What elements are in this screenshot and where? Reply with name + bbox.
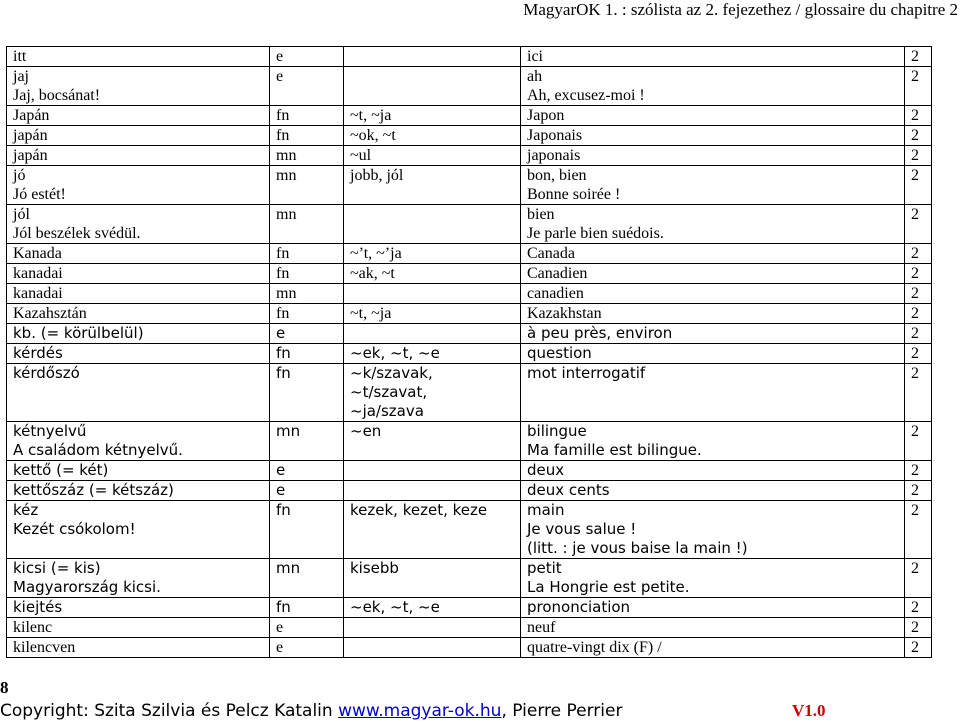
word-class: e [270, 638, 344, 658]
word-forms: kezek, kezet, keze [344, 501, 521, 559]
french-translation: bien Je parle bien suédois. [521, 205, 905, 244]
word-class: fn [270, 364, 344, 422]
word-class: mn [270, 284, 344, 304]
glossary-row [7, 67, 932, 106]
french-translation: Canadien [521, 264, 905, 284]
glossary-row [7, 244, 932, 264]
hungarian-word: jaj Jaj, bocsánat! [7, 67, 270, 106]
word-class: fn [270, 501, 344, 559]
french-translation: bon, bien Bonne soirée ! [521, 166, 905, 205]
hungarian-word: kilencven [7, 638, 270, 658]
word-class: mn [270, 166, 344, 205]
word-forms: ~ul [344, 146, 521, 166]
glossary-row [7, 618, 932, 638]
glossary-row [7, 264, 932, 284]
glossary-row [7, 126, 932, 146]
glossary-row [7, 481, 932, 501]
copyright-footer [0, 701, 622, 721]
lesson-number: 2 [905, 638, 932, 658]
hungarian-word: kérdés [7, 344, 270, 364]
lesson-number: 2 [905, 205, 932, 244]
word-class: e [270, 324, 344, 344]
lesson-number: 2 [905, 461, 932, 481]
word-class: e [270, 481, 344, 501]
word-forms [344, 47, 521, 67]
word-forms [344, 324, 521, 344]
hungarian-word: kéz Kezét csókolom! [7, 501, 270, 559]
glossary-row [7, 284, 932, 304]
hungarian-word: kettő (= két) [7, 461, 270, 481]
lesson-number: 2 [905, 304, 932, 324]
word-forms [344, 67, 521, 106]
word-forms: ~’t, ~’ja [344, 244, 521, 264]
glossary-row [7, 364, 932, 422]
glossary-row [7, 598, 932, 618]
glossary-row [7, 324, 932, 344]
word-class: e [270, 67, 344, 106]
french-translation: ici [521, 47, 905, 67]
word-forms: ~k/szavak, ~t/szavat, ~ja/szava [344, 364, 521, 422]
word-forms: ~ok, ~t [344, 126, 521, 146]
word-forms [344, 638, 521, 658]
hungarian-word: jól Jól beszélek svédül. [7, 205, 270, 244]
website-link[interactable]: www.magyar-ok.hu [338, 701, 502, 721]
word-forms [344, 461, 521, 481]
french-translation: japonais [521, 146, 905, 166]
word-class: fn [270, 244, 344, 264]
page-header-title: MagyarOK 1. : szólista az 2. fejezethez / glossaire du chapitre 2 [523, 0, 958, 19]
hungarian-word: kétnyelvű A családom kétnyelvű. [7, 422, 270, 461]
word-class: mn [270, 205, 344, 244]
lesson-number: 2 [905, 106, 932, 126]
hungarian-word: jó Jó estét! [7, 166, 270, 205]
glossary-row [7, 559, 932, 598]
french-translation: question [521, 344, 905, 364]
glossary-row [7, 344, 932, 364]
glossary-row [7, 422, 932, 461]
hungarian-word: japán [7, 146, 270, 166]
glossary-row [7, 638, 932, 658]
version-label: V1.0 [792, 701, 826, 720]
french-translation: Japon [521, 106, 905, 126]
french-translation: mot interrogatif [521, 364, 905, 422]
word-class: mn [270, 146, 344, 166]
lesson-number: 2 [905, 166, 932, 205]
word-forms: ~ek, ~t, ~e [344, 344, 521, 364]
lesson-number: 2 [905, 126, 932, 146]
french-translation: Canada [521, 244, 905, 264]
word-forms: ~en [344, 422, 521, 461]
french-translation: bilingue Ma famille est bilingue. [521, 422, 905, 461]
french-translation: prononciation [521, 598, 905, 618]
glossary-row [7, 501, 932, 559]
hungarian-word: kettőszáz (= kétszáz) [7, 481, 270, 501]
lesson-number: 2 [905, 618, 932, 638]
lesson-number: 2 [905, 344, 932, 364]
word-class: e [270, 618, 344, 638]
lesson-number: 2 [905, 264, 932, 284]
glossary-row [7, 166, 932, 205]
word-class: fn [270, 598, 344, 618]
french-translation: neuf [521, 618, 905, 638]
glossary-row [7, 205, 932, 244]
word-forms: ~ak, ~t [344, 264, 521, 284]
french-translation: à peu près, environ [521, 324, 905, 344]
word-class: fn [270, 106, 344, 126]
hungarian-word: kanadai [7, 264, 270, 284]
glossary-row [7, 304, 932, 324]
glossary-table [6, 46, 932, 658]
word-class: fn [270, 304, 344, 324]
lesson-number: 2 [905, 598, 932, 618]
word-forms: ~ek, ~t, ~e [344, 598, 521, 618]
hungarian-word: japán [7, 126, 270, 146]
word-class: e [270, 461, 344, 481]
word-forms [344, 205, 521, 244]
glossary-row [7, 461, 932, 481]
hungarian-word: kérdőszó [7, 364, 270, 422]
lesson-number: 2 [905, 146, 932, 166]
word-forms: ~t, ~ja [344, 304, 521, 324]
hungarian-word: kiejtés [7, 598, 270, 618]
french-translation: Japonais [521, 126, 905, 146]
copyright-prefix: Copyright: Szita Szilvia és Pelcz Katalin [0, 701, 339, 721]
hungarian-word: kicsi (= kis) Magyarország kicsi. [7, 559, 270, 598]
word-class: mn [270, 422, 344, 461]
word-forms: ~t, ~ja [344, 106, 521, 126]
word-class: fn [270, 344, 344, 364]
french-translation: deux [521, 461, 905, 481]
hungarian-word: kilenc [7, 618, 270, 638]
lesson-number: 2 [905, 422, 932, 461]
french-translation: petit La Hongrie est petite. [521, 559, 905, 598]
lesson-number: 2 [905, 364, 932, 422]
page-number: 8 [0, 678, 9, 697]
french-translation: Kazakhstan [521, 304, 905, 324]
lesson-number: 2 [905, 481, 932, 501]
glossary-row [7, 47, 932, 67]
hungarian-word: Kanada [7, 244, 270, 264]
lesson-number: 2 [905, 284, 932, 304]
word-forms: jobb, jól [344, 166, 521, 205]
hungarian-word: itt [7, 47, 270, 67]
french-translation: canadien [521, 284, 905, 304]
hungarian-word: Japán [7, 106, 270, 126]
lesson-number: 2 [905, 244, 932, 264]
lesson-number: 2 [905, 47, 932, 67]
glossary-row [7, 146, 932, 166]
glossary-body [7, 47, 932, 658]
hungarian-word: kanadai [7, 284, 270, 304]
word-class: fn [270, 126, 344, 146]
lesson-number: 2 [905, 559, 932, 598]
word-forms [344, 481, 521, 501]
word-forms [344, 618, 521, 638]
word-class: e [270, 47, 344, 67]
word-class: mn [270, 559, 344, 598]
lesson-number: 2 [905, 324, 932, 344]
glossary-row [7, 106, 932, 126]
hungarian-word: Kazahsztán [7, 304, 270, 324]
lesson-number: 2 [905, 501, 932, 559]
copyright-suffix: , Pierre Perrier [501, 701, 623, 721]
french-translation: ah Ah, excusez-moi ! [521, 67, 905, 106]
hungarian-word: kb. (= körülbelül) [7, 324, 270, 344]
lesson-number: 2 [905, 67, 932, 106]
french-translation: deux cents [521, 481, 905, 501]
word-class: fn [270, 264, 344, 284]
french-translation: main Je vous salue ! (litt. : je vous baise la main !) [521, 501, 905, 559]
word-forms: kisebb [344, 559, 521, 598]
word-forms [344, 284, 521, 304]
french-translation: quatre-vingt dix (F) / [521, 638, 905, 658]
